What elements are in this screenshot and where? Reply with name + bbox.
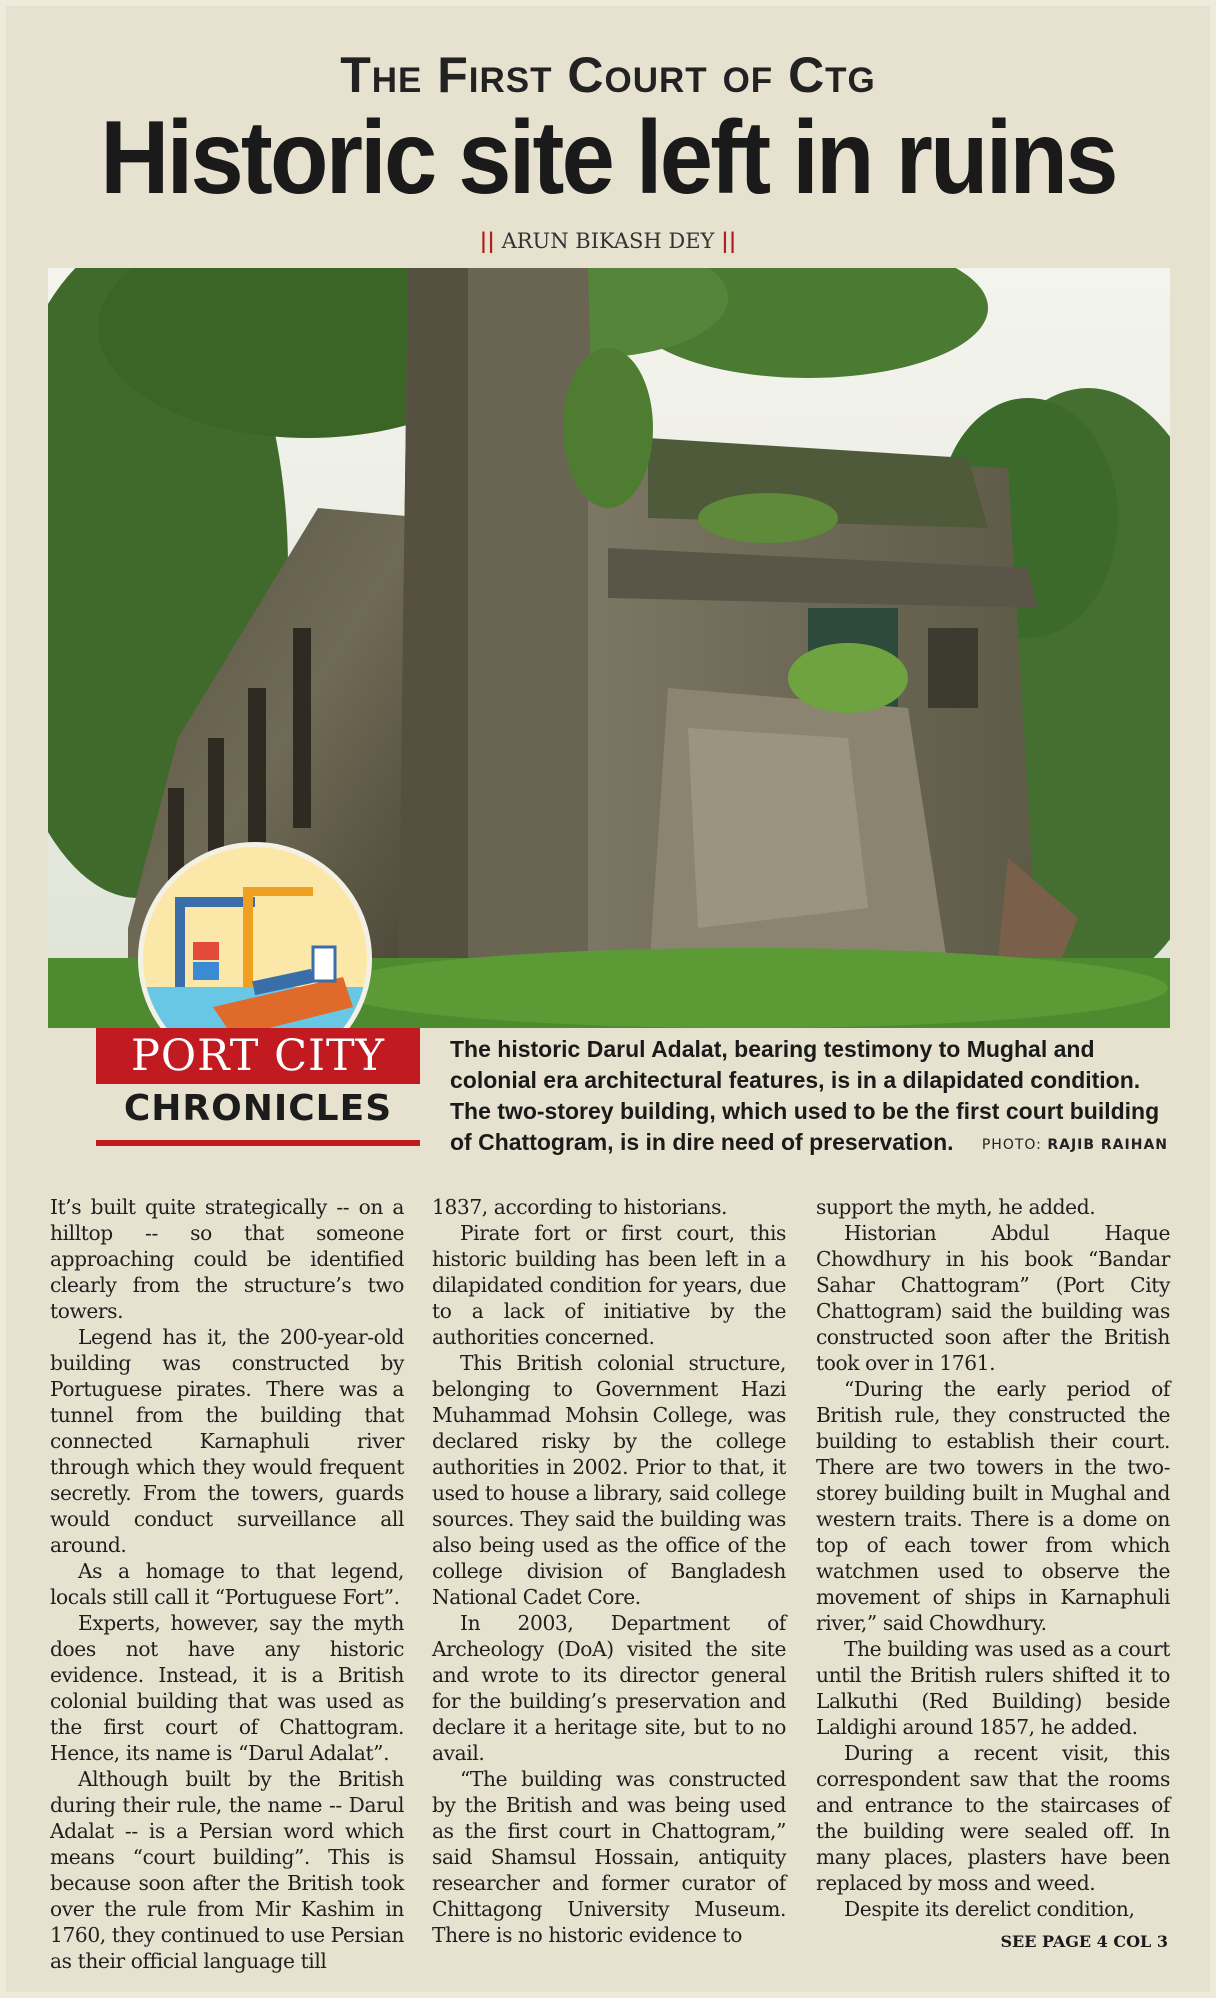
byline	[6, 228, 1210, 253]
article-column-1	[50, 1194, 404, 1974]
paragraph: Historian Abdul Haque Chowdhury in his book “Bandar Sahar Chattogram” (Port City Chattogram) said the building was constructed soon after the British took over in 1761.	[816, 1221, 1170, 1375]
article-body	[50, 1194, 1174, 1973]
paragraph: This British colonial structure, belonging to Government Hazi Muhammad Mohsin College, was declared risky by the college authorities in 2002. Prior to that, it used to house a library, said college sources. They said the building was also being used as the office of the college division of Bangladesh National Cadet Core.	[432, 1351, 786, 1609]
continuation-jump-link[interactable]: SEE PAGE 4 COL 3	[1000, 1932, 1168, 1951]
photo-caption: The historic Darul Adalat, bearing testimony to Mughal and colonial era architectural features, is in a dilapidated condition. The two-storey building, which used to be the first court building of Chattogram, is in dire need of preservation.	[450, 1036, 1160, 1155]
paragraph: It’s built quite strategically -- on a hilltop -- so that someone approaching could be identified clearly from the structure’s two towers.	[50, 1195, 404, 1323]
paragraph: Although built by the British during their rule, the name -- Darul Adalat -- is a Persian word which means “court building”. This is because soon after the British took over the rule from Mir Kashim in 1760, they continued to use Persian as their official language till	[50, 1767, 404, 1973]
photo-credit	[982, 1137, 1168, 1153]
byline-bar-right: ||	[721, 228, 737, 253]
photo-credit-label: PHOTO:	[981, 1137, 1042, 1153]
paragraph: Experts, however, say the myth does not have any historic evidence. Instead, it is a British colonial building that was used as the first court of Chattogram. Hence, its name is “Darul Adalat”.	[50, 1611, 404, 1765]
photo-credit-name: RAJIB RAIHAN	[1047, 1137, 1168, 1153]
paragraph: “The building was constructed by the British and was being used as the first court in Chattogram,” said Shamsul Hossain, antiquity researcher and former curator of Chittagong University Museum. There is no historic evidence to	[432, 1767, 786, 1947]
paragraph: 1837, according to historians.	[432, 1195, 728, 1219]
paragraph: In 2003, Department of Archeology (DoA) visited the site and wrote to its director general for the building’s preservation and declare it a heritage site, but to no avail.	[432, 1611, 786, 1765]
paragraph: Despite its derelict condition,	[844, 1897, 1135, 1921]
article-kicker: The First Court of Ctg	[340, 47, 876, 103]
badge-title: PORT CITY	[96, 1028, 420, 1084]
badge-subtitle: CHRONICLES	[123, 1088, 393, 1129]
paragraph: Pirate fort or first court, this historic building has been left in a dilapidated condition for years, due to a lack of initiative by the authorities concerned.	[432, 1221, 786, 1349]
paragraph: As a homage to that legend, locals still call it “Portuguese Fort”.	[50, 1559, 404, 1609]
paragraph: support the myth, he added.	[816, 1195, 1096, 1219]
newspaper-page	[6, 6, 1210, 1992]
article-headline: Historic site left in ruins	[100, 100, 1116, 216]
paragraph: Legend has it, the 200-year-old building was constructed by Portuguese pirates. There was a tunnel from the building that connected Karnaphuli river through which they would frequent secretly. From the towers, guards would conduct surveillance all around.	[50, 1325, 404, 1557]
paragraph: During a recent visit, this correspondent saw that the rooms and entrance to the staircases of the building were sealed off. In many places, plasters have been replaced by moss and weed.	[816, 1741, 1170, 1895]
paragraph: “During the early period of British rule, they constructed the building to establish their court. There are two towers in the two-storey building built in Mughal and western traits. There is a dome on top of each tower from which watchmen used to observe the movement of ships in Karnaphuli river,” said Chowdhury.	[816, 1377, 1170, 1635]
badge-underline	[96, 1140, 420, 1146]
byline-bar-left: ||	[479, 228, 495, 253]
article-column-2	[432, 1194, 786, 1948]
byline-author: ARUN BIKASH DEY	[501, 229, 715, 253]
article-column-3	[816, 1194, 1170, 1922]
paragraph: The building was used as a court until the British rulers shifted it to Lalkuthi (Red Building) beside Laldighi around 1857, he added.	[816, 1637, 1170, 1739]
port-city-chronicles-badge	[88, 842, 424, 1152]
